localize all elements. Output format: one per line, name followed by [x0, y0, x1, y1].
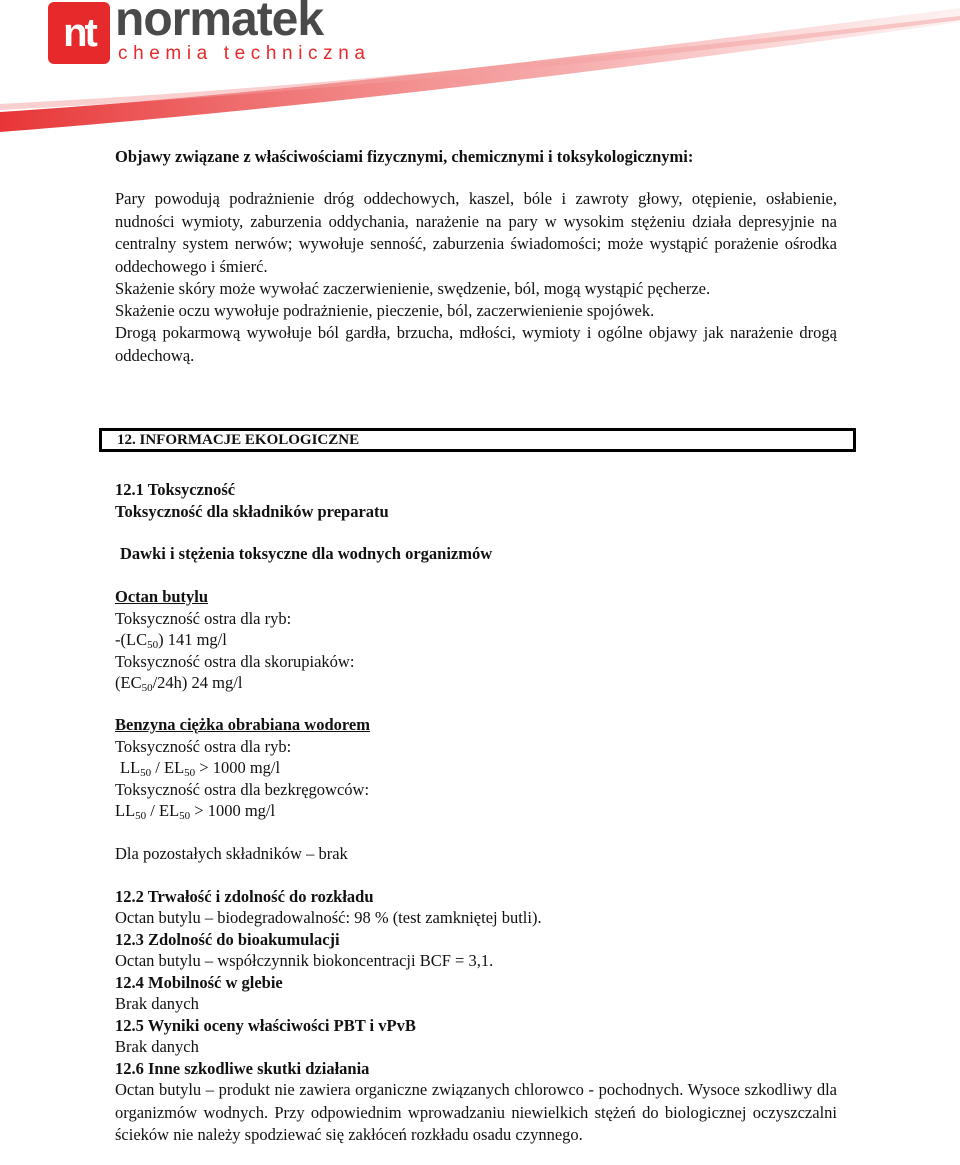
- butyl-fish-value: $-(LC_{50})$ 141 mg/l: [115, 630, 227, 651]
- s12-4-heading: 12.4 Mobilność w glebie: [115, 973, 283, 992]
- brand-name: normatek: [115, 0, 324, 46]
- page-header: [0, 0, 960, 132]
- symptoms-heading: Objawy związane z właściwościami fizycznymi, chemicznymi i toksykologicznymi:: [115, 147, 694, 166]
- logo-mark: nt: [48, 2, 110, 64]
- brand-tagline: chemia techniczna: [118, 43, 371, 64]
- s12-4-text: Brak danych: [115, 994, 199, 1013]
- section-12-title: 12. INFORMACJE EKOLOGICZNE: [117, 432, 360, 448]
- section-12-title-box: [99, 428, 856, 452]
- butyl-crustacean-value: $(EC_{50}/24h)$ 24 mg/l: [115, 673, 243, 694]
- symptoms-paragraph-1: Pary powodują podrażnienie dróg oddechowych, kaszel, bóle i zawroty głowy, otępienie, osłabienie, nudności wymioty, zaburzenia oddychania, narażenie na pary w wysokim stężeniu działa depresyjnie na centralny system nerwów; wywołuje senność, zaburzenia świadomości; może wystąpić porażenie ośrodka oddechowego i śmierć.: [115, 189, 837, 276]
- s12-6-text: Octan butylu – produkt nie zawiera organiczne związanych chlorowco - pochodnych. Wysoce szkodliwy dla organizmów wodnych. Przy odpowiednim wprowadzaniu niewielkich stężeń do biologicznej oczyszczalni ścieków nie należy spodziewać się zakłóceń rozkładu osadu czynnego.: [115, 1080, 837, 1144]
- s12-2-text: Octan butylu – biodegradowalność: 98 % (test zamkniętej butli).: [115, 908, 542, 927]
- butyl-fish-label: Toksyczność ostra dla ryb:: [115, 609, 292, 628]
- butyl-acetate-name: Octan butylu: [115, 587, 209, 606]
- symptoms-paragraph-3: Skażenie oczu wywołuje podrażnienie, pieczenie, ból, zaczerwienienie spojówek.: [115, 301, 655, 320]
- s12-5-heading: 12.5 Wyniki oceny właściwości PBT i vPvB: [115, 1016, 416, 1035]
- naphtha-fish-value: $LL_{50} / EL_{50} > 1000$ mg/l: [120, 758, 281, 779]
- s12-3-text: Octan butylu – współczynnik biokoncentracji BCF = 3,1.: [115, 951, 494, 970]
- s12-6-heading: 12.6 Inne szkodliwe skutki działania: [115, 1059, 370, 1078]
- butyl-crustacean-label: Toksyczność ostra dla skorupiaków:: [115, 652, 355, 671]
- naphtha-name: Benzyna ciężka obrabiana wodorem: [115, 715, 370, 734]
- symptoms-paragraph-2: Skażenie skóry może wywołać zaczerwienienie, swędzenie, ból, mogą wystąpić pęcherze.: [115, 279, 711, 298]
- s12-1-heading: 12.1 Toksyczność: [115, 480, 236, 499]
- s12-3-heading: 12.3 Zdolność do bioakumulacji: [115, 930, 340, 949]
- symptoms-paragraph-4: Drogą pokarmową wywołuje ból gardła, brzucha, mdłości, wymioty i ogólne objawy jak narażenie drogą oddechową.: [115, 323, 837, 365]
- s12-1-subheading: Toksyczność dla składników preparatu: [115, 502, 389, 521]
- s12-5-text: Brak danych: [115, 1037, 199, 1056]
- naphtha-invertebrate-label: Toksyczność ostra dla bezkręgowców:: [115, 780, 370, 799]
- s12-2-heading: 12.2 Trwałość i zdolność do rozkładu: [115, 887, 374, 906]
- other-components-note: Dla pozostałych składników – brak: [115, 844, 348, 863]
- naphtha-fish-label: Toksyczność ostra dla ryb:: [115, 737, 292, 756]
- naphtha-invertebrate-value: $LL_{50} / EL_{50} > 1000$ mg/l: [115, 801, 276, 822]
- doses-heading: Dawki i stężenia toksyczne dla wodnych organizmów: [120, 544, 493, 563]
